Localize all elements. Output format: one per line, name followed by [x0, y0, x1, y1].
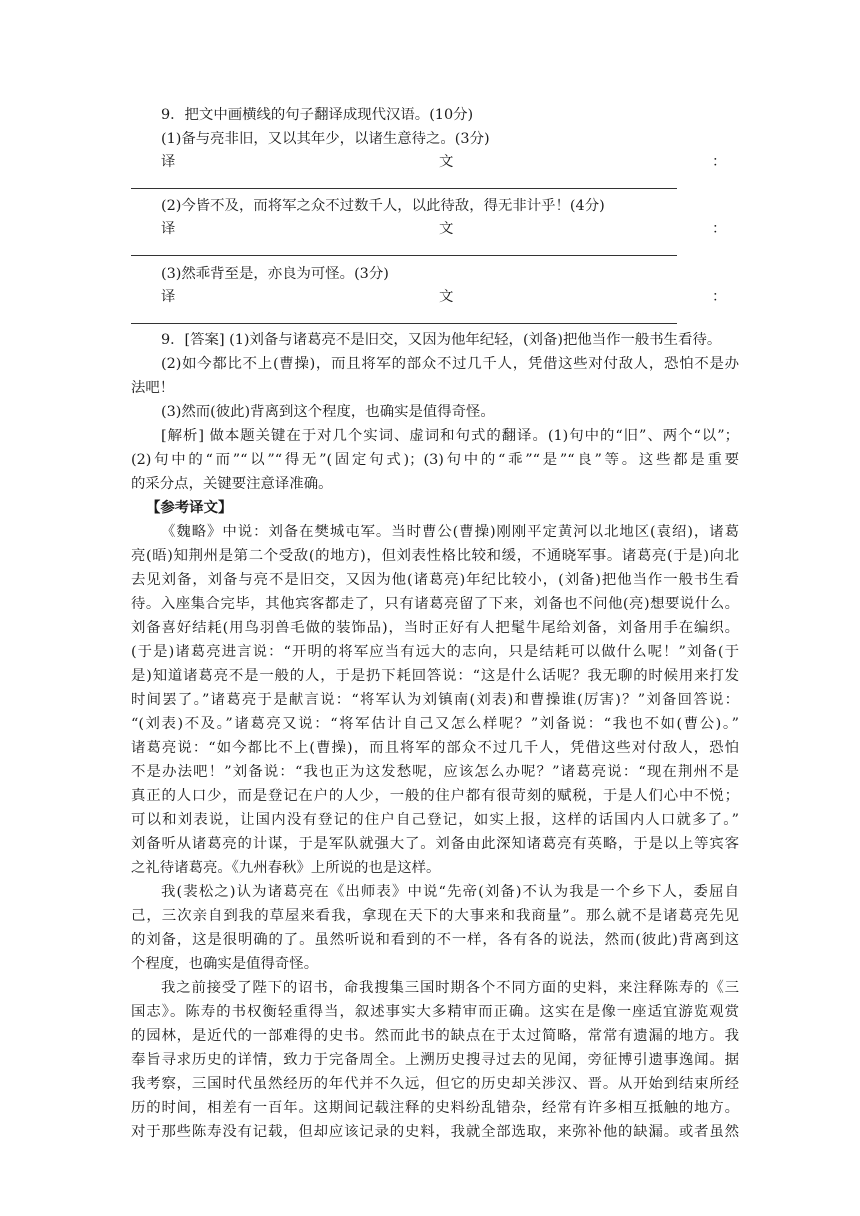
answer-line: [131, 323, 677, 324]
reference-line: 我(裴松之)认为诸葛亮在《出师表》中说“先帝(刘备)不认为我是一个乡下人，委屈自: [161, 884, 739, 900]
reference-line: 《魏略》中说：刘备在樊城屯军。当时曹公(曹操)刚刚平定黄河以北地区(袁绍)，诸葛: [161, 524, 739, 540]
translation-label: 译: [161, 154, 176, 170]
answer-line-1: 9．[答案] (1)刘备与诸葛亮不是旧交，又因为他年纪轻，(刘备)把他当作一般书生看待。: [161, 332, 722, 348]
reference-line: 刘备喜好结耗(用鸟羽兽毛做的装饰品)，当时正好有人把髦牛尾给刘备，刘备用手在编织。: [131, 620, 739, 636]
reference-line: 国志》。陈寿的书权衡轻重得当，叙述事实大多精审而正确。这实在是像一座适宜游览观赏: [131, 1004, 739, 1020]
reference-line: 个程度，也确实是值得奇怪。: [131, 956, 319, 972]
answer-line: [131, 255, 677, 256]
reference-line: 之礼待诸葛亮。《九州春秋》上所说的也是这样。: [131, 860, 441, 876]
answer-line: [131, 188, 677, 189]
reference-line: 的园林，是近代的一部难得的史书。然而此书的缺点在于太过简略，常常有遗漏的地方。我: [131, 1028, 739, 1044]
question-title: 9．把文中画横线的句子翻译成现代汉语。(10分): [161, 107, 474, 123]
answer-line-2: (2)如今都比不上(曹操)，而且将军的部众不过几千人，凭借这些对付敌人，恐怕不是办: [161, 356, 739, 372]
analysis-line-3: 的采分点，关键要注意译准确。: [131, 476, 333, 492]
reference-line: 的刘备，这是很明确的了。虽然听说和看到的不一样，各有各的说法，然而(彼此)背离到这: [131, 932, 739, 948]
translation-label: 文: [439, 289, 454, 305]
translation-colon: ：: [712, 289, 727, 305]
reference-line: 己，三次亲自到我的草屋来看我，拿现在天下的大事来和我商量”。那么就不是诸葛亮先见: [131, 908, 739, 924]
reference-line: 诸葛亮说：“如今都比不上(曹操)，而且将军的部众不过几千人，凭借这些对付敌人，恐怕: [131, 740, 739, 756]
analysis-line-1: [解析] 做本题关键在于对几个实词、虚词和句式的翻译。(1)句中的“旧”、两个“以”；: [161, 428, 739, 444]
translation-blank-3: [131, 288, 739, 306]
translation-blank-1: [131, 153, 739, 171]
question-item-3: (3)然乖背至是，亦良为可怪。(3分): [161, 266, 389, 282]
reference-line: 我之前接受了陛下的诏书，命我搜集三国时期各个不同方面的史料，来注释陈寿的《三: [161, 980, 739, 996]
reference-line: (于是)诸葛亮进言说：“开明的将军应当有远大的志向，只是结耗可以做什么呢！”刘备(于: [131, 644, 739, 660]
translation-colon: ：: [712, 221, 727, 237]
reference-line: 不是办法吧！”刘备说：“我也正为这发愁呢，应该怎么办呢？”诸葛亮说：“现在荆州不是: [131, 764, 739, 780]
reference-line: 时间罢了。”诸葛亮于是献言说：“将军认为刘镇南(刘表)和曹操谁(厉害)？”刘备回答说：: [131, 692, 739, 708]
reference-heading: 【参考译文】: [146, 499, 233, 516]
analysis-line-2: (2)句中的“而”“以”“得无”(固定句式)；(3)句中的“乖”“是”“良”等。这些都是重要: [131, 452, 739, 468]
answer-line-4: (3)然而(彼此)背离到这个程度，也确实是值得奇怪。: [161, 404, 495, 420]
answer-line-3: 法吧！: [131, 380, 175, 396]
translation-blank-2: [131, 220, 739, 238]
reference-line: 亮(晤)知荆州是第二个受敌(的地方)，但刘表性格比较和缓，不通晓军事。诸葛亮(于是)向北: [131, 548, 739, 564]
reference-line: 去见刘备，刘备与亮不是旧交，又因为他(诸葛亮)年纪比较小，(刘备)把他当作一般书生看: [131, 572, 739, 588]
translation-label: 译: [161, 289, 176, 305]
reference-line: 待。入座集合完毕，其他宾客都走了，只有诸葛亮留了下来，刘备也不问他(亮)想要说什么。: [131, 596, 739, 612]
question-item-2: (2)今皆不及，而将军之众不过数千人，以此待敌，得无非计乎！(4分): [161, 198, 605, 214]
translation-colon: ：: [712, 154, 727, 170]
translation-label: 文: [439, 154, 454, 170]
reference-line: “(刘表)不及。”诸葛亮又说：“将军估计自己又怎么样呢？”刘备说：“我也不如(曹公)。”: [131, 716, 739, 732]
reference-line: 可以和刘表说，让国内没有登记的住户自己登记，如实上报，这样的话国内人口就多了。”: [131, 812, 739, 828]
reference-line: 奉旨寻求历史的详情，致力于完备周全。上溯历史搜寻过去的见闻，旁征博引遗事逸闻。据: [131, 1052, 739, 1068]
translation-label: 文: [439, 221, 454, 237]
reference-line: 我考察，三国时代虽然经历的年代并不久远，但它的历史却关涉汉、晋。从开始到结束所经: [131, 1076, 739, 1092]
reference-line: 是)知道诸葛亮不是一般的人，于是扔下耗回答说：“这是什么话呢？我无聊的时候用来打发: [131, 668, 739, 684]
reference-line: 对于那些陈寿没有记载，但却应该记录的史料，我就全部选取，来弥补他的缺漏。或者虽然: [131, 1124, 739, 1140]
question-item-1: (1)备与亮非旧，又以其年少，以诸生意待之。(3分): [161, 131, 490, 147]
reference-line: 真正的人口少，而是登记在户的人少，一般的住户都有很苛刻的赋税，于是人们心中不悦；: [131, 788, 739, 804]
reference-line: 历的时间，相差有一百年。这期间记载注释的史料纷乱错杂，经常有许多相互抵触的地方。: [131, 1100, 739, 1116]
translation-label: 译: [161, 221, 176, 237]
reference-line: 刘备听从诸葛亮的计谋，于是军队就强大了。刘备由此深知诸葛亮有英略，于是以上等宾客: [131, 836, 739, 852]
